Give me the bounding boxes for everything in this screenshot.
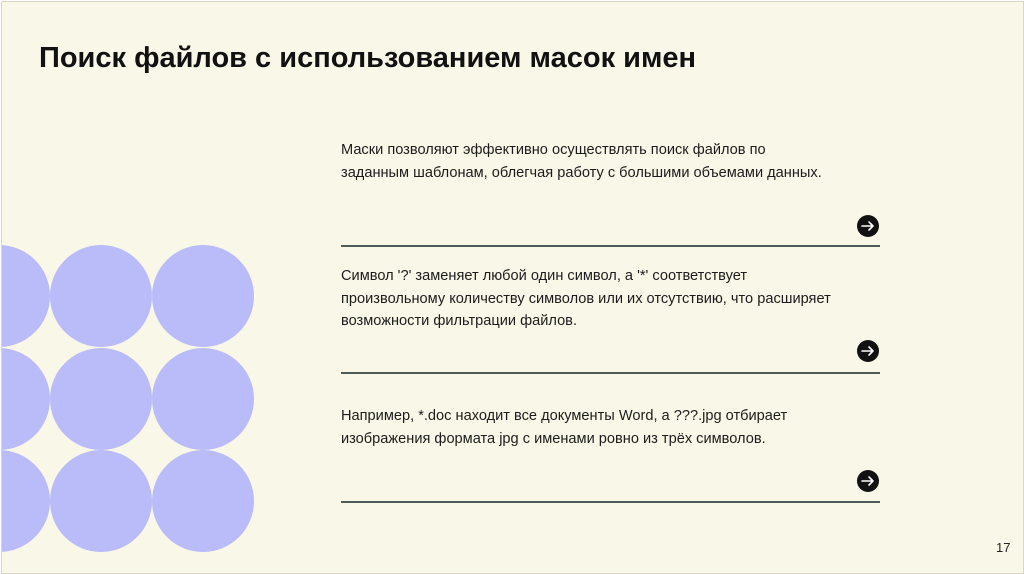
divider xyxy=(341,245,880,247)
decorative-circle xyxy=(152,450,254,552)
list-item-text: Например, *.doc находит все документы Word, а ???.jpg отбирает изображения формата jpg с именами ровно из трёх символов. xyxy=(341,408,788,447)
decorative-circles xyxy=(2,2,262,573)
slide-title: Поиск файлов с использованием масок имен xyxy=(39,42,697,74)
arrow-right-icon[interactable] xyxy=(857,215,879,237)
divider xyxy=(341,372,880,374)
divider xyxy=(341,501,880,503)
decorative-circle xyxy=(1,245,50,347)
decorative-circle xyxy=(50,450,152,552)
decorative-circle xyxy=(50,348,152,450)
page-number: 17 xyxy=(996,540,1011,555)
decorative-circle xyxy=(1,348,50,450)
list-item xyxy=(341,405,880,505)
list-item xyxy=(341,265,880,375)
decorative-circle xyxy=(50,245,152,347)
decorative-circle xyxy=(1,450,50,552)
list-item xyxy=(341,139,880,249)
decorative-circle xyxy=(152,348,254,450)
decorative-circle xyxy=(152,245,254,347)
list-item-text: Символ '?' заменяет любой один символ, а '*' соответствует произвольному количеству символов или их отсутствию, что расширяет возможности фильтрации файлов. xyxy=(341,268,831,329)
arrow-right-icon[interactable] xyxy=(857,340,879,362)
slide xyxy=(1,1,1024,574)
list-item-text: Маски позволяют эффективно осуществлять поиск файлов по заданным шаблонам, облегчая работу с большими объемами данных. xyxy=(341,142,822,181)
arrow-right-icon[interactable] xyxy=(857,470,879,492)
